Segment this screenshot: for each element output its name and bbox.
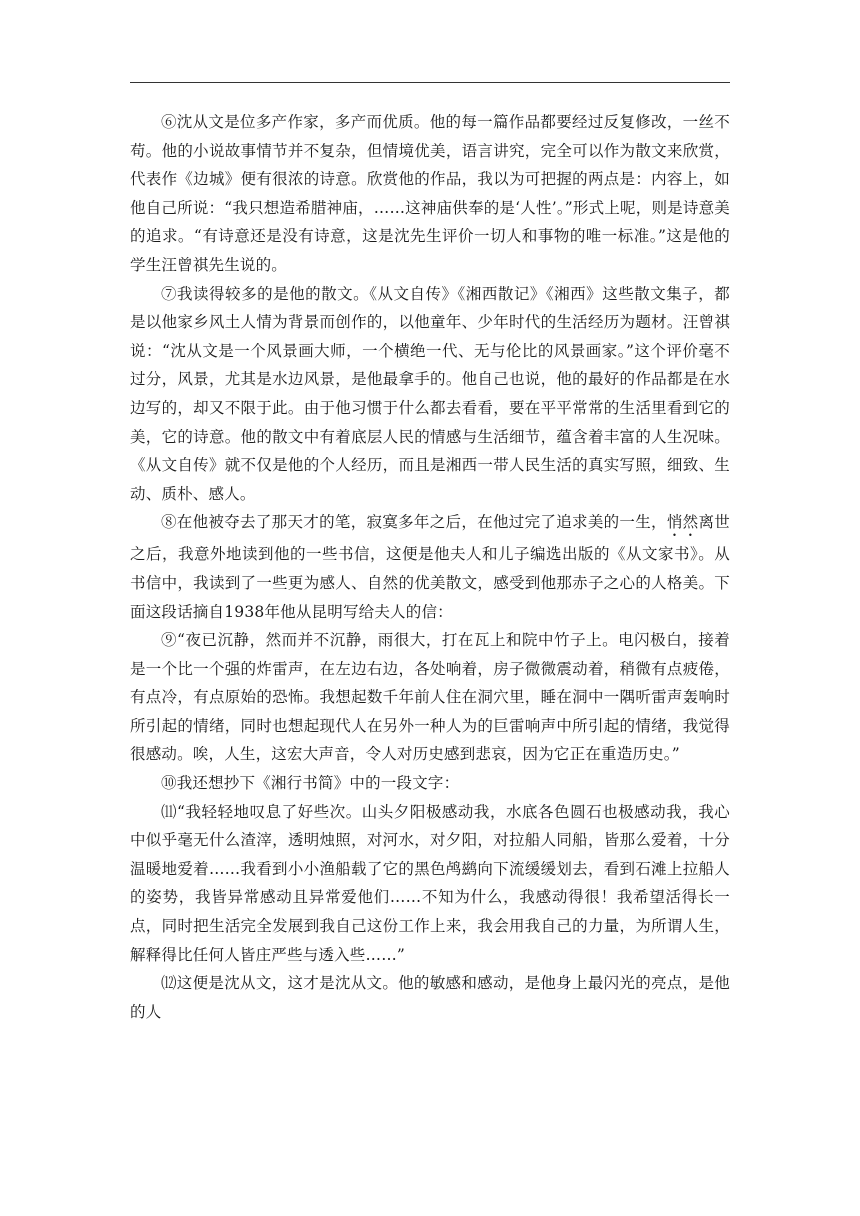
paragraph-10-text: ⑩我还想抄下《湘行书简》中的一段文字：	[161, 774, 460, 793]
paragraph-8-text-b: 离世之后，我意外地读到他的一些书信，这便是他夫人和儿子编选出版的《从文家书》。从书信中，我读到了一些更为感人、自然的优美散文，感受到他那赤子之心的人格美。下面这段话摘自1938年他从昆明写给夫人的信：	[130, 513, 730, 621]
paragraph-12	[130, 969, 730, 1026]
paragraph-11-text: ⑾“我轻轻地叹息了好些次。山头夕阳极感动我，水底各色圆石也极感动我，我心中似乎毫无什么渣滓，透明烛照，对河水，对夕阳，对拉船人同船，皆那么爱着，十分温暖地爱着……我看到小小渔船载了它的黑色鸬鹚向下流缓缓划去，看到石滩上拉船人的姿势，我皆异常感动且异常爱他们……不知为什么，我感动得很！我希望活得长一点，同时把生活完全发展到我自己这份工作上来，我会用我自己的力量，为所谓人生，解释得比任何人皆庄严些与透入些……”	[130, 802, 730, 964]
header-rule	[130, 82, 730, 83]
paragraph-8	[130, 508, 730, 626]
paragraph-11	[130, 798, 730, 970]
paragraph-9	[130, 626, 730, 769]
paragraph-6	[130, 108, 730, 280]
paragraph-9-text: ⑨“夜已沉静，然而并不沉静，雨很大，打在瓦上和院中竹子上。电闪极白，接着是一个比一个强的炸雷声，在左边右边，各处响着，房子微微震动着，稍微有点疲倦，有点冷，有点原始的恐怖。我想起数千年前人住在洞穴里，睡在洞中一隅听雷声轰响时所引起的情绪，同时也想起现代人在另外一种人为的巨雷响声中所引起的情绪，我觉得很感动。唉，人生，这宏大声音，令人对历史感到悲哀，因为它正在重造历史。”	[130, 631, 730, 764]
paragraph-10	[130, 769, 730, 798]
paragraph-6-text: ⑥沈从文是位多产作家，多产而优质。他的每一篇作品都要经过反复修改，一丝不苟。他的小说故事情节并不复杂，但情境优美，语言讲究，完全可以作为散文来欣赏，代表作《边城》便有很浓的诗意。欣赏他的作品，我以为可把握的两点是：内容上，如他自己所说：“我只想造希腊神庙，……这神庙供奉的是‘人性’。”形式上呢，则是诗意美的追求。“有诗意还是没有诗意，这是沈先生评价一切人和事物的唯一标准。”这是他的学生汪曾祺先生说的。	[130, 113, 730, 274]
paragraph-12-text: ⑿这便是沈从文，这才是沈从文。他的敏感和感动，是他身上最闪光的亮点，是他的人	[130, 974, 730, 1021]
paragraph-8-text-a: ⑧在他被夺去了那天才的笔，寂寞多年之后，在他过完了追求美的一生，	[161, 513, 667, 532]
emphasized-word: 悄然	[666, 513, 699, 532]
paragraph-7	[130, 280, 730, 509]
paragraph-7-text: ⑦我读得较多的是他的散文。《从文自传》《湘西散记》《湘西》这些散文集子，都是以他家乡风土人情为背景而创作的，以他童年、少年时代的生活经历为题材。汪曾祺说：“沈从文是一个风景画大师，一个横绝一代、无与伦比的风景画家。”这个评价毫不过分，风景，尤其是水边风景，是他最拿手的。他自己也说，他的最好的作品都是在水边写的，却又不限于此。由于他习惯于什么都去看看，要在平平常常的生活里看到它的美，它的诗意。他的散文中有着底层人民的情感与生活细节，蕴含着丰富的人生况味。《从文自传》就不仅是他的个人经历，而且是湘西一带人民生活的真实写照，细致、生动、质朴、感人。	[130, 284, 730, 503]
article-body	[130, 108, 730, 1026]
